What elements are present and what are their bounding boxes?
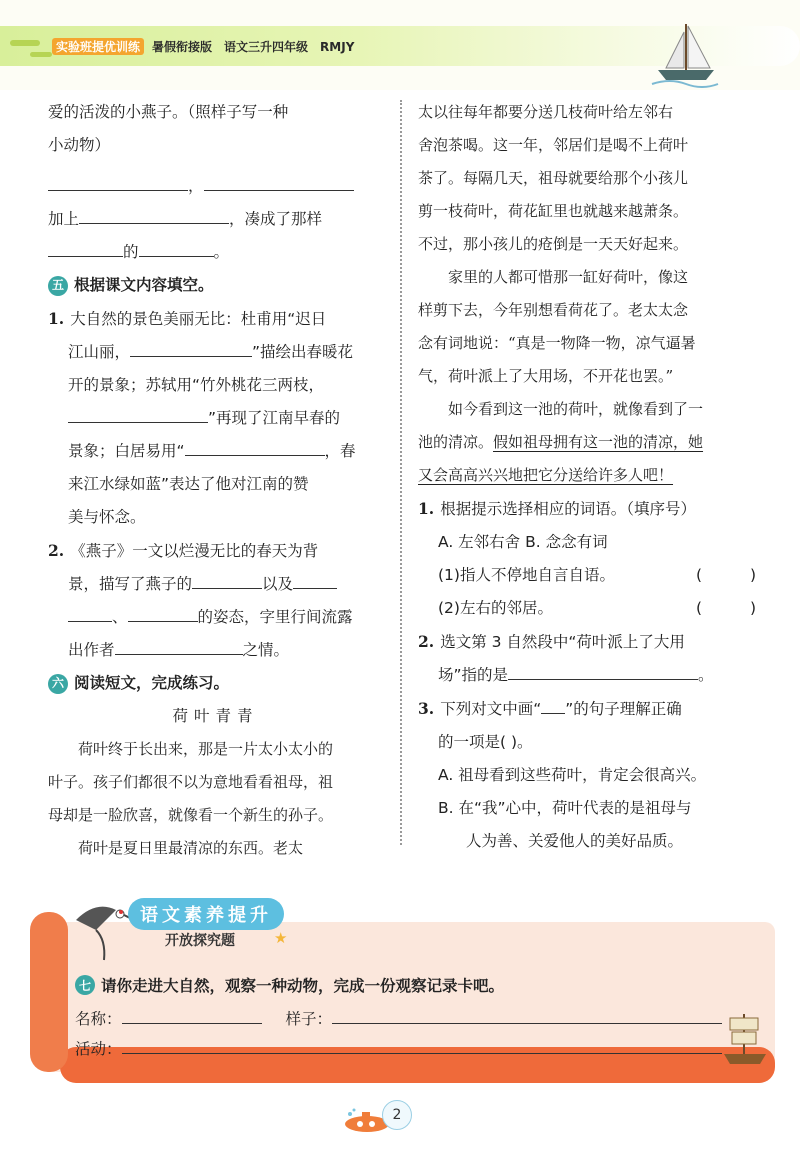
header-title (52, 38, 354, 55)
page-number: 2 (382, 1100, 412, 1130)
blank-field[interactable] (79, 204, 229, 224)
left-column (48, 96, 383, 865)
passage-title: 荷叶青青 (172, 707, 259, 725)
question-line: 2. 《燕子》一文以烂漫无比的春天为背 (48, 541, 319, 560)
star-icon: ★ (274, 929, 288, 947)
question-line: (2)左右的邻居。 ( ) (418, 592, 756, 625)
subject-label: 语文三升四年级 (224, 40, 309, 54)
blank-field[interactable] (48, 237, 123, 257)
question-line: (1)指人不停地自言自语。 ( ) (418, 559, 756, 592)
blank-field[interactable] (185, 436, 325, 456)
section-title: 根据课文内容填空。 (74, 276, 214, 294)
options-line: A. 左邻右舍 B. 念念有词 (438, 533, 608, 551)
question-line: 出作者 之情。 (48, 634, 383, 667)
question-line: 、 的姿态，字里行间流露 (48, 601, 383, 634)
record-row: 名称： 样子： (75, 1004, 722, 1029)
question-line: 景象；白居易用“ ，春 (48, 435, 383, 468)
header-decoration (30, 52, 52, 57)
text-line: 小动物） (48, 136, 111, 154)
section-badge: 五 (48, 276, 68, 296)
right-column (418, 96, 756, 858)
blank-field[interactable] (204, 171, 354, 191)
blank-field[interactable] (508, 660, 698, 680)
option-b-cont: 人为善、关爱他人的美好品质。 (466, 832, 684, 850)
section-title: 请你走进大自然，观察一种动物，完成一份观察记录卡吧。 (101, 977, 505, 995)
text-line: 爱的活泼的小燕子。（照样子写一种 (48, 103, 289, 121)
fill-line: ， (48, 170, 383, 203)
header-decoration (10, 40, 40, 46)
underlined-sentence: 假如祖母拥有这一池的清凉，她 (493, 433, 704, 451)
banner-title: 语文素养提升 (128, 898, 284, 930)
crane-icon (66, 900, 136, 970)
scroll-roll (30, 912, 68, 1072)
blank-field[interactable] (128, 602, 198, 622)
fill-line: 加上 ，凑成了那样 (48, 203, 383, 236)
question-line: 的一项是( )。 (438, 733, 533, 751)
question-line: 美与怀念。 (68, 508, 146, 526)
blank-field[interactable] (139, 237, 214, 257)
section-heading (75, 974, 504, 996)
banner-subtitle: 开放探究题 (165, 933, 235, 949)
question-line: 2. 选文第 3 自然段中“荷叶派上了大用 (418, 632, 685, 651)
blank-field[interactable] (48, 171, 188, 191)
underline-sample (541, 694, 565, 714)
section-heading (48, 667, 383, 700)
blank-field[interactable] (192, 569, 262, 589)
page-number-area (342, 1098, 452, 1142)
sailboat-icon (650, 22, 720, 88)
blank-field[interactable] (68, 602, 112, 622)
question-line: 1. 大自然的景色美丽无比：杜甫用“迟日 (48, 309, 327, 328)
activity-field[interactable] (122, 1034, 722, 1054)
passage: 荷叶终于长出来，那是一片太小太小的 叶子。孩子们都很不以为意地看看祖母，祖 母却是一脸欣喜，就像看一个新生的孙子。 荷叶是夏日里最清凉的东西。老太 (48, 740, 334, 857)
code-label: RMJY (320, 40, 355, 54)
answer-paren[interactable]: ( ) (696, 566, 756, 584)
fill-line: 的 。 (48, 236, 383, 269)
passage: 太以往每年都要分送几枝荷叶给左邻右 舍泡茶喝。这一年，邻居们是喝不上荷叶 茶了。每隔几天，祖母就要给那个小孩儿 剪一枝荷叶，荷花缸里也就越来越萧条。 不过，那小孩儿的疮倒是一天天好起来。 家里的人都可惜那一缸好荷叶，像这 样剪下去，今年别想看荷花了。老太太念 念有词地说：“真是一物降一物，凉气逼暑 气，荷叶派上了大用场，不开花也罢。” 如今看到这一池的荷叶，就像看到了一 池的清凉。假如祖母拥有这一池的清凉，她 又会高高兴兴地把它分送给许多人吧！ (418, 96, 756, 492)
record-row: 活动： (75, 1034, 722, 1059)
answer-paren[interactable]: ( ) (696, 599, 756, 617)
page-header (0, 0, 800, 90)
question-line: 1. 根据提示选择相应的词语。（填序号） (418, 499, 696, 518)
column-divider (400, 100, 402, 845)
section-title: 阅读短文，完成练习。 (74, 674, 230, 692)
brand-label: 实验班提优训练 (52, 38, 144, 55)
section-badge: 六 (48, 674, 68, 694)
question-line: 3. 下列对文中画“ ”的句子理解正确 (418, 692, 756, 726)
option-b: B. 在“我”心中，荷叶代表的是祖母与 (438, 799, 692, 817)
look-field[interactable] (332, 1004, 722, 1024)
edition-label: 暑假衔接版 (152, 40, 213, 54)
blank-field[interactable] (68, 403, 208, 423)
question-line: 江山丽， ”描绘出春暖花 (48, 336, 383, 369)
ship-icon (720, 1010, 770, 1070)
underlined-sentence: 又会高高兴兴地把它分送给许多人吧！ (418, 466, 674, 484)
blank-field[interactable] (130, 337, 252, 357)
option-a: A. 祖母看到这些荷叶，肯定会很高兴。 (438, 766, 707, 784)
section-heading (48, 269, 383, 302)
section-badge: 七 (75, 975, 95, 995)
question-line: ”再现了江南早春的 (48, 402, 383, 435)
question-line: 来江水绿如蓝”表达了他对江南的赞 (68, 475, 309, 493)
blank-field[interactable] (115, 635, 243, 655)
name-field[interactable] (122, 1004, 262, 1024)
bottom-banner (30, 892, 775, 1092)
question-line: 开的景象；苏轼用“竹外桃花三两枝， (68, 376, 325, 394)
question-line: 场”指的是 。 (418, 659, 756, 692)
blank-field[interactable] (293, 569, 337, 589)
question-line: 景，描写了燕子的 以及 (48, 568, 383, 601)
